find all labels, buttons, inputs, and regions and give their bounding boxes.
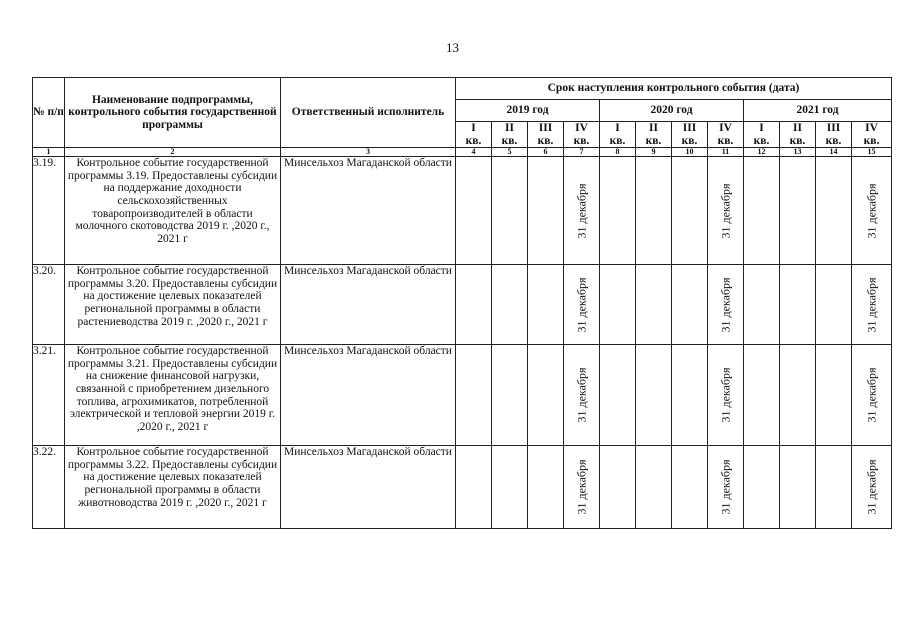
event-name: Контрольное событие государственной программы 3.22. Предоставлены субсидии на достижение целевых показателей региональной программы в области животноводства 2019 г. ,2020 г., 2021 г (65, 446, 281, 529)
date-cell-2019-q4 (564, 265, 600, 345)
date-cell-2020-q4 (708, 265, 744, 345)
date-cell-2020-q4 (708, 446, 744, 529)
row-number: 3.19. (33, 157, 65, 265)
date-text: 31 декабря (864, 183, 879, 239)
table-row (33, 265, 892, 345)
date-text: 31 декабря (864, 367, 879, 423)
date-cell-2021-q4 (852, 345, 892, 446)
date-text: 31 декабря (574, 459, 589, 515)
quarter-header: II кв. (636, 122, 672, 148)
column-number: 6 (528, 148, 564, 157)
column-number: 10 (672, 148, 708, 157)
quarter-header: I кв. (744, 122, 780, 148)
quarter-header: III кв. (816, 122, 852, 148)
quarter-header: IV кв. (564, 122, 600, 148)
quarter-header: I кв. (600, 122, 636, 148)
column-number-row (33, 148, 892, 157)
row-number: 3.22. (33, 446, 65, 529)
column-number: 8 (600, 148, 636, 157)
date-text: 31 декабря (864, 459, 879, 515)
header-deadline: Срок наступления контрольного события (дата) (456, 78, 892, 100)
quarter-header: IV кв. (708, 122, 744, 148)
column-number: 4 (456, 148, 492, 157)
column-number: 5 (492, 148, 528, 157)
event-name: Контрольное событие государственной программы 3.20. Предоставлены субсидии на достижение целевых показателей региональной программы в области растениеводства 2019 г. ,2020 г., 2021 г (65, 265, 281, 345)
date-text: 31 декабря (574, 183, 589, 239)
date-cell-2019-q4 (564, 157, 600, 265)
header-year-2020: 2020 год (600, 100, 744, 122)
column-number: 3 (281, 148, 456, 157)
column-number: 11 (708, 148, 744, 157)
date-text: 31 декабря (718, 183, 733, 239)
event-name: Контрольное событие государственной программы 3.21. Предоставлены субсидии на снижение финансовой нагрузки, связанной с приобретением дизельного топлива, агрохимикатов, потребленной электрической и тепловой энергии 2019 г. ,2020 г., 2021 г (65, 345, 281, 446)
quarter-header: III кв. (528, 122, 564, 148)
column-number: 7 (564, 148, 600, 157)
date-cell-2021-q4 (852, 446, 892, 529)
column-number: 12 (744, 148, 780, 157)
executor: Минсельхоз Магаданской области (281, 345, 456, 446)
date-cell-2021-q4 (852, 157, 892, 265)
control-events-table (32, 77, 892, 529)
quarter-header: III кв. (672, 122, 708, 148)
header-year-2021: 2021 год (744, 100, 892, 122)
header-name: Наименование подпрограммы, контрольного события государственной программы (65, 78, 281, 148)
date-text: 31 декабря (718, 277, 733, 333)
quarter-header: I кв. (456, 122, 492, 148)
date-text: 31 декабря (864, 277, 879, 333)
quarter-header: II кв. (492, 122, 528, 148)
date-text: 31 декабря (718, 367, 733, 423)
table-row (33, 345, 892, 446)
date-cell-2021-q4 (852, 265, 892, 345)
column-number: 13 (780, 148, 816, 157)
quarter-header: II кв. (780, 122, 816, 148)
executor: Минсельхоз Магаданской области (281, 157, 456, 265)
header-number: № п/п (33, 78, 65, 148)
row-number: 3.21. (33, 345, 65, 446)
date-cell-2020-q4 (708, 345, 744, 446)
header-executor: Ответственный исполнитель (281, 78, 456, 148)
executor: Минсельхоз Магаданской области (281, 265, 456, 345)
page-number: 13 (446, 40, 459, 55)
table-row (33, 446, 892, 529)
date-text: 31 декабря (574, 367, 589, 423)
executor: Минсельхоз Магаданской области (281, 446, 456, 529)
column-number: 15 (852, 148, 892, 157)
quarter-header: IV кв. (852, 122, 892, 148)
table-row (33, 157, 892, 265)
date-cell-2020-q4 (708, 157, 744, 265)
date-text: 31 декабря (718, 459, 733, 515)
column-number: 1 (33, 148, 65, 157)
date-cell-2019-q4 (564, 345, 600, 446)
column-number: 14 (816, 148, 852, 157)
header-year-2019: 2019 год (456, 100, 600, 122)
row-number: 3.20. (33, 265, 65, 345)
column-number: 2 (65, 148, 281, 157)
column-number: 9 (636, 148, 672, 157)
event-name: Контрольное событие государственной программы 3.19. Предоставлены субсидии на поддержание доходности сельскохозяйственных товаропроизводителей в области молочного скотоводства 2019 г. ,2020 г., 2021 г (65, 157, 281, 265)
date-text: 31 декабря (574, 277, 589, 333)
date-cell-2019-q4 (564, 446, 600, 529)
